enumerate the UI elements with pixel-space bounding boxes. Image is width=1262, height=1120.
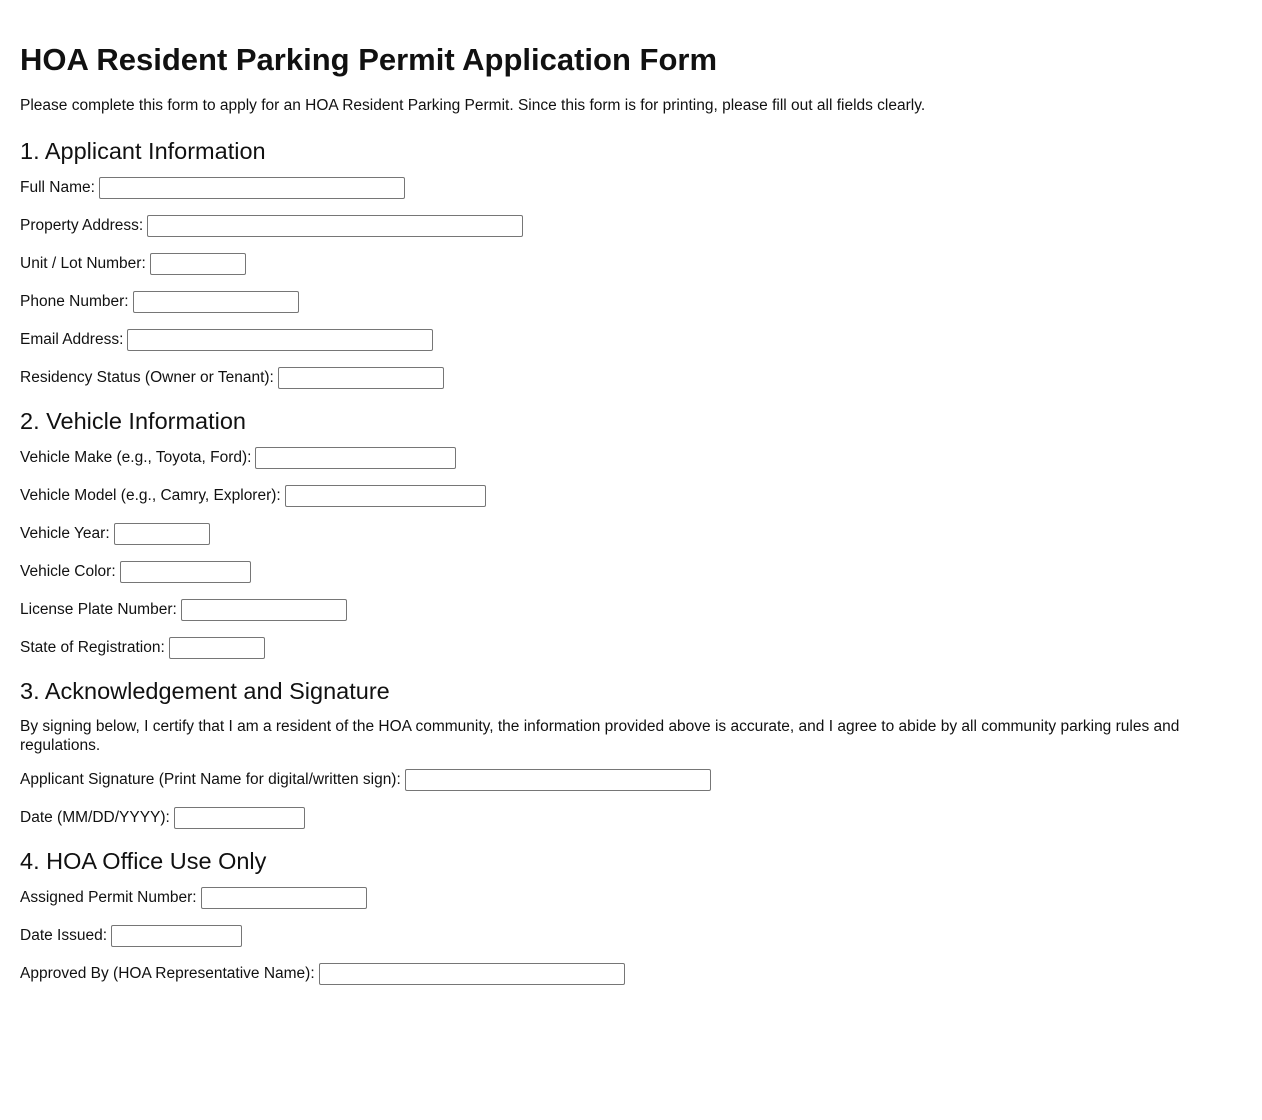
field-full-name: [20, 177, 1242, 199]
full-name-input[interactable]: [99, 177, 405, 199]
vehicle-model-input[interactable]: [285, 485, 486, 507]
section-heading-acknowledgement: 3. Acknowledgement and Signature: [20, 678, 390, 704]
vehicle-year-input[interactable]: [114, 523, 210, 545]
acknowledgement-statement: By signing below, I certify that I am a resident of the HOA community, the information provided above is accurate, and I agree to abide by all community parking rules and regulations.: [20, 718, 1180, 754]
vehicle-year-label: Vehicle Year:: [20, 525, 110, 542]
field-vehicle-model: [20, 485, 1242, 507]
signature-date-input[interactable]: [174, 807, 305, 829]
page-title: HOA Resident Parking Permit Application Form: [20, 42, 718, 77]
section-heading-vehicle: 2. Vehicle Information: [20, 408, 246, 434]
field-residency-status: [20, 367, 1242, 389]
field-approved-by: [20, 963, 1242, 985]
vehicle-make-input[interactable]: [255, 447, 456, 469]
field-phone-number: [20, 291, 1242, 313]
state-of-registration-input[interactable]: [169, 637, 265, 659]
property-address-label: Property Address:: [20, 217, 144, 234]
field-email-address: [20, 329, 1242, 351]
unit-lot-number-label: Unit / Lot Number:: [20, 255, 146, 272]
form-intro: Please complete this form to apply for an HOA Resident Parking Permit. Since this form is for printing, please fill out all fields clearly.: [20, 97, 926, 114]
section-heading-office-use: 4. HOA Office Use Only: [20, 848, 267, 874]
residency-status-input[interactable]: [278, 367, 444, 389]
field-assigned-permit-number: [20, 887, 1242, 909]
section-heading-applicant: 1. Applicant Information: [20, 138, 266, 164]
field-property-address: [20, 215, 1242, 237]
field-applicant-signature: [20, 769, 1242, 791]
approved-by-label: Approved By (HOA Representative Name):: [20, 965, 315, 982]
property-address-input[interactable]: [147, 215, 523, 237]
vehicle-color-input[interactable]: [120, 561, 251, 583]
field-state-of-registration: [20, 637, 1242, 659]
state-of-registration-label: State of Registration:: [20, 639, 165, 656]
field-vehicle-make: [20, 447, 1242, 469]
field-vehicle-year: [20, 523, 1242, 545]
phone-number-label: Phone Number:: [20, 293, 129, 310]
field-unit-lot-number: [20, 253, 1242, 275]
vehicle-color-label: Vehicle Color:: [20, 563, 116, 580]
field-date-issued: [20, 925, 1242, 947]
email-address-label: Email Address:: [20, 331, 124, 348]
approved-by-input[interactable]: [319, 963, 625, 985]
applicant-signature-input[interactable]: [405, 769, 711, 791]
license-plate-input[interactable]: [181, 599, 347, 621]
phone-number-input[interactable]: [133, 291, 299, 313]
unit-lot-number-input[interactable]: [150, 253, 246, 275]
residency-status-label: Residency Status (Owner or Tenant):: [20, 369, 274, 386]
field-license-plate: [20, 599, 1242, 621]
assigned-permit-number-label: Assigned Permit Number:: [20, 889, 197, 906]
email-address-input[interactable]: [127, 329, 433, 351]
license-plate-label: License Plate Number:: [20, 601, 177, 618]
signature-date-label: Date (MM/DD/YYYY):: [20, 809, 170, 826]
vehicle-make-label: Vehicle Make (e.g., Toyota, Ford):: [20, 449, 252, 466]
date-issued-input[interactable]: [111, 925, 242, 947]
field-signature-date: [20, 807, 1242, 829]
field-vehicle-color: [20, 561, 1242, 583]
applicant-signature-label: Applicant Signature (Print Name for digital/written sign):: [20, 771, 401, 788]
full-name-label: Full Name:: [20, 179, 95, 196]
date-issued-label: Date Issued:: [20, 927, 108, 944]
assigned-permit-number-input[interactable]: [201, 887, 367, 909]
vehicle-model-label: Vehicle Model (e.g., Camry, Explorer):: [20, 487, 281, 504]
